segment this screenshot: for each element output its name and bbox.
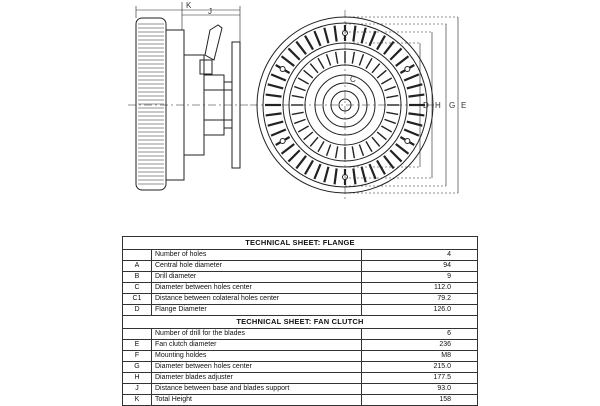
dim-label-j: J [208,7,212,16]
cooling-slot [377,36,385,50]
flange-key-cell [123,250,152,261]
flange-row [123,294,478,305]
clutch-label-cell: Fan clutch diameter [152,340,362,351]
clutch-title: TECHNICAL SHEET: FAN CLUTCH [123,316,478,329]
flange-row [123,305,478,316]
mounting-hole [405,139,410,144]
inner-rib [298,78,308,84]
dim-label-h: H [435,101,441,110]
cooling-slot [404,129,419,135]
clutch-value-cell: 215.0 [362,362,478,373]
flange-key-cell: C1 [123,294,152,305]
flange-value-cell: 126.0 [362,305,478,316]
flange-value-cell: 79.2 [362,294,478,305]
cooling-slot [353,26,355,42]
inner-rib [298,126,308,132]
clutch-key-cell [123,329,152,340]
inner-rib [318,58,324,68]
cooling-slot [268,122,283,126]
mounting-hole [280,67,285,72]
inner-rib [386,112,398,114]
inner-rib [352,146,354,158]
clutch-key-cell: J [123,384,152,395]
flange-label-cell: Number of holes [152,250,362,261]
cooling-slot [408,95,424,97]
cooling-slot [369,164,375,179]
inner-rib [292,96,304,98]
inner-rib [310,137,318,146]
inner-rib [327,144,331,155]
inner-rib [372,137,380,146]
inner-rib [294,119,305,123]
dim-label-k: K [186,1,192,10]
cooling-slot [314,164,320,179]
inner-rib [359,144,363,155]
clutch-value-cell: 6 [362,329,478,340]
mounting-hole [405,67,410,72]
clutch-label-cell: Distance between base and blades support [152,384,362,395]
clutch-value-cell: 93.0 [362,384,478,395]
cooling-slot [282,56,295,66]
flange-label-cell: Drill diameter [152,272,362,283]
flange-row [123,250,478,261]
cooling-slot [390,150,401,161]
inner-rib [372,64,380,73]
cooling-slot [396,144,409,154]
flange-title: TECHNICAL SHEET: FLANGE [123,237,478,250]
cooling-slot [288,150,299,161]
side-view [128,2,248,190]
clutch-row [123,384,478,395]
cooling-slot [296,156,306,169]
inner-rib [336,146,338,158]
flange-key-cell: B [123,272,152,283]
cooling-slot [384,156,394,169]
flange-label-cell: Diameter between holes center [152,283,362,294]
cooling-slot [362,167,366,182]
cooling-slot [271,129,286,135]
inner-rib [366,141,372,151]
cooling-slot [369,31,375,46]
clutch-key-cell: G [123,362,152,373]
flange-row [123,283,478,294]
inner-rib [304,132,313,140]
inner-rib [318,141,324,151]
clutch-label-cell: Diameter between holes center [152,362,362,373]
clutch-label-cell: Diameter blades adjuster [152,373,362,384]
inner-rib [294,87,305,91]
cooling-slot [305,160,313,174]
flange-value-cell: 4 [362,250,478,261]
dim-label-c: C [350,75,356,84]
clutch-key-cell: K [123,395,152,406]
cooling-slot [314,31,320,46]
cooling-slot [377,160,385,174]
cooling-slot [335,168,337,184]
flange-label-cell: Central hole diameter [152,261,362,272]
dim-label-g: G [449,101,456,110]
clutch-key-cell: F [123,351,152,362]
inner-rib [327,54,331,65]
cooling-slot [268,84,283,88]
clutch-label-cell: Total Height [152,395,362,406]
clutch-row [123,340,478,351]
clutch-label-cell: Mounting holdes [152,351,362,362]
clutch-key-cell: H [123,373,152,384]
inner-rib [377,132,386,140]
flange-value-cell: 94 [362,261,478,272]
inner-rib [352,52,354,64]
technical-sheet-table [122,236,478,406]
flange-row [123,261,478,272]
inner-rib [359,54,363,65]
cooling-slot [271,74,286,80]
clutch-label-cell: Number of drill for the blades [152,329,362,340]
flange-header-row [123,237,478,250]
cooling-slot [353,168,355,184]
inner-rib [310,64,318,73]
flange-value-cell: 112.0 [362,283,478,294]
cooling-slot [404,74,419,80]
cooling-slot [266,113,282,115]
inner-rib [336,52,338,64]
clutch-row [123,351,478,362]
inner-rib [384,87,395,91]
cooling-slot [282,144,295,154]
clutch-row [123,329,478,340]
clutch-key-cell: E [123,340,152,351]
cooling-slot [362,28,366,43]
inner-rib [292,112,304,114]
clutch-value-cell: 177.5 [362,373,478,384]
cooling-slot [335,26,337,42]
flange-label-cell: Flange Diameter [152,305,362,316]
cooling-slot [390,48,401,59]
cooling-slot [266,95,282,97]
cooling-slot [384,42,394,55]
inner-rib [381,78,391,84]
flange-key-cell: C [123,283,152,294]
flange-value-cell: 9 [362,272,478,283]
flange-label-cell: Distance between colateral holes center [152,294,362,305]
cooling-slot [408,113,424,115]
inner-rib [386,96,398,98]
inner-rib [377,70,386,78]
cooling-slot [324,167,328,182]
flange-row [123,272,478,283]
dim-label-d: D [423,101,429,110]
inner-rib [366,58,372,68]
inner-rib [384,119,395,123]
clutch-value-cell: M8 [362,351,478,362]
clutch-row [123,373,478,384]
cooling-slot [296,42,306,55]
inner-rib [304,70,313,78]
inner-rib [381,126,391,132]
mounting-hole [280,139,285,144]
clutch-header-row [123,316,478,329]
flange-key-cell: A [123,261,152,272]
cooling-slot [396,56,409,66]
clutch-row [123,362,478,373]
clutch-value-cell: 236 [362,340,478,351]
clutch-row [123,395,478,406]
flange-key-cell: D [123,305,152,316]
clutch-value-cell: 158 [362,395,478,406]
dim-label-e: E [461,101,467,110]
cooling-slot [324,28,328,43]
cooling-slot [305,36,313,50]
cooling-slot [288,48,299,59]
